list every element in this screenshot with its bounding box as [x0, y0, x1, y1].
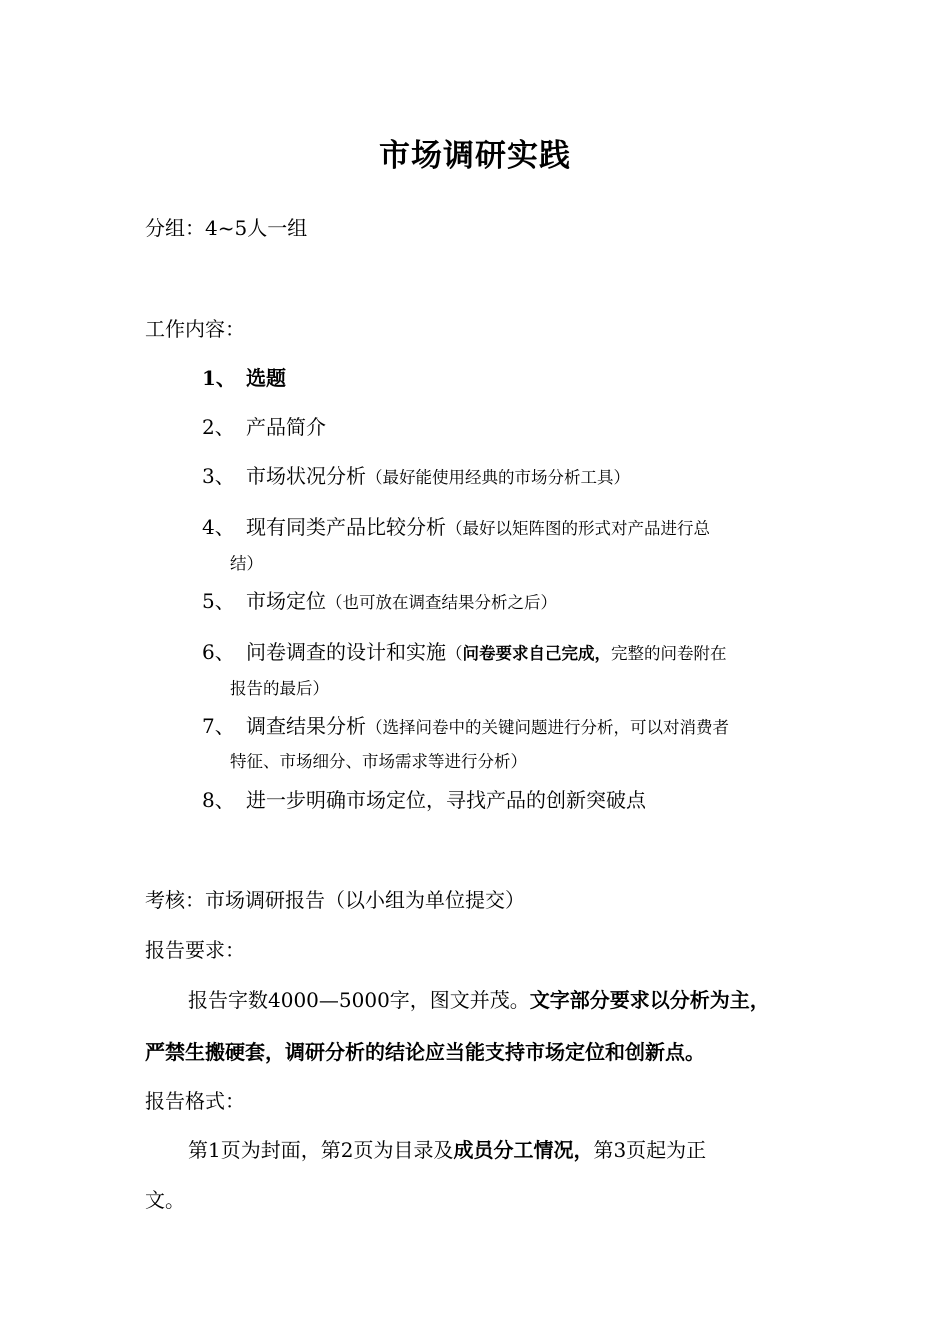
list-item-text: 市场状况分析: [246, 464, 366, 488]
list-item-note: （最好能使用经典的市场分析工具）: [366, 468, 630, 487]
list-item-note-continued: 特征、市场细分、市场需求等进行分析）: [230, 752, 527, 771]
list-item-text: 市场定位: [246, 589, 326, 613]
report-requirements-emphasis: 文字部分要求以分析为主，: [529, 988, 770, 1012]
list-item: [202, 636, 727, 665]
report-format-text-end: 第3页起为正: [593, 1138, 707, 1162]
list-item-number: 8、: [202, 788, 235, 812]
list-item: [202, 362, 286, 391]
list-item: [202, 511, 710, 540]
page-title: 市场调研实践: [379, 138, 571, 174]
list-item: [202, 585, 557, 614]
list-item-number: 1、: [202, 366, 236, 390]
list-item-text: 进一步明确市场定位，寻找产品的创新突破点: [246, 788, 646, 812]
list-item-text: 选题: [246, 366, 286, 390]
list-item-number: 2、: [202, 415, 235, 439]
list-item-note: （也可放在调查结果分析之后）: [326, 593, 557, 612]
report-format-line2: 文。: [145, 1188, 185, 1212]
list-item-note-open: （: [446, 644, 463, 663]
list-item-text: 现有同类产品比较分析: [246, 515, 446, 539]
report-format-emphasis: 成员分工情况，: [453, 1138, 594, 1162]
assessment-line: 考核：市场调研报告（以小组为单位提交）: [145, 888, 525, 912]
report-format-line1: [188, 1134, 706, 1163]
list-item-note: 完整的问卷附在: [611, 644, 727, 663]
list-item-text: 调查结果分析: [246, 714, 366, 738]
list-item-note: （选择问卷中的关键问题进行分析，可以对消费者: [366, 718, 729, 737]
list-item-number: 7、: [202, 714, 235, 738]
list-item: [202, 784, 646, 813]
list-item-number: 4、: [202, 515, 235, 539]
list-item-number: 3、: [202, 464, 235, 488]
grouping-line: 分组：4~5人一组: [145, 216, 308, 240]
list-item: [202, 460, 630, 489]
list-item-note: （最好以矩阵图的形式对产品进行总: [446, 519, 710, 538]
report-requirements-text: 报告字数4000—5000字，图文并茂。: [188, 988, 530, 1012]
report-format-label: 报告格式：: [145, 1089, 245, 1113]
list-item: [202, 411, 326, 440]
list-item-note-bold: 问卷要求自己完成，: [462, 644, 611, 663]
list-item-note-continued: 结）: [230, 554, 263, 573]
report-requirements-line2: 严禁生搬硬套，调研分析的结论应当能支持市场定位和创新点。: [145, 1040, 705, 1064]
list-item-note-continued: 报告的最后）: [230, 679, 329, 698]
work-content-label: 工作内容：: [145, 317, 245, 341]
list-item-number: 6、: [202, 640, 235, 664]
list-item: [202, 710, 729, 739]
list-item-number: 5、: [202, 589, 235, 613]
list-item-text: 问卷调查的设计和实施: [246, 640, 446, 664]
report-requirements-line1: [188, 984, 770, 1013]
list-item-text: 产品简介: [246, 415, 326, 439]
report-requirements-label: 报告要求：: [145, 938, 245, 962]
report-format-text: 第1页为封面，第2页为目录及: [188, 1138, 454, 1162]
